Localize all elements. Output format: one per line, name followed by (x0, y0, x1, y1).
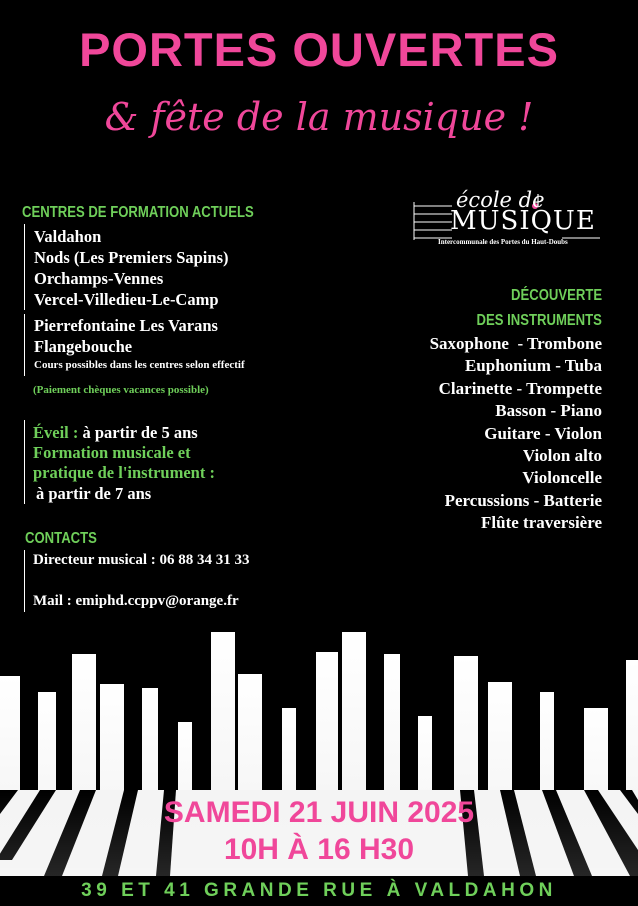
logo-wordmark: MUSIQUE (450, 206, 596, 236)
instrument-item: Percussions - Batterie (444, 490, 602, 510)
centre-item: Vercel-Villedieu-Le-Camp (34, 290, 219, 309)
instruments-heading: DÉCOUVERTE (510, 287, 602, 304)
instrument-item: Basson - Piano (495, 401, 602, 421)
formation-label: Formation musicale et (33, 443, 191, 462)
instrument-item: Flûte traversière (481, 513, 602, 533)
payment-note: (Paiement chèques vacances possible) (33, 384, 209, 396)
centres-divider-2 (24, 314, 25, 376)
logo-tagline: Intercommunale des Portes du Haut-Doubs (438, 238, 568, 246)
eveil-value: à partir de 5 ans (82, 423, 198, 442)
address-footer (0, 876, 638, 906)
centres-note: Cours possibles dans les centres selon effectif (34, 359, 245, 371)
instrument-item: Clarinette - Trompette (438, 378, 602, 398)
logo-brand: école de (456, 188, 545, 212)
event-address: 39 ET 41 GRANDE RUE À VALDAHON (81, 880, 557, 901)
event-time: 10H À 16 H30 (223, 833, 415, 866)
instruments-list (430, 333, 602, 535)
instrument-item: Violon alto (522, 446, 602, 466)
instrument-item: Euphonium - Tuba (464, 356, 602, 376)
event-date: SAMEDI 21 JUIN 2025 (163, 796, 475, 829)
contacts-heading: CONTACTS (25, 530, 97, 547)
instrument-item: Violoncelle (522, 468, 602, 488)
school-logo (412, 188, 604, 248)
centre-item: Flangebouche (34, 337, 133, 356)
eveil-label: Éveil : (33, 423, 79, 442)
centres-list-2 (34, 315, 245, 371)
formation-value: à partir de 7 ans (36, 484, 152, 503)
centre-item: Valdahon (34, 227, 102, 246)
centre-item: Orchamps-Vennes (34, 269, 164, 288)
director-phone: Directeur musical : 06 88 34 31 33 (33, 552, 250, 568)
centres-divider (24, 224, 25, 310)
formation-label-2: pratique de l'instrument : (33, 463, 215, 482)
instruments-heading-2: DES INSTRUMENTS (476, 312, 602, 329)
centres-heading: CENTRES DE FORMATION ACTUELS (22, 204, 254, 221)
centres-list (34, 226, 229, 310)
ages-block (33, 422, 215, 504)
contact-email[interactable]: Mail : emiphd.ccppv@orange.fr (33, 593, 239, 609)
ages-divider (24, 420, 25, 504)
centre-item: Nods (Les Premiers Sapins) (34, 248, 229, 267)
instrument-item: Saxophone - Trombone (429, 334, 602, 353)
page-subtitle: & fête de la musique ! (104, 95, 534, 139)
instrument-item: Guitare - Violon (484, 423, 602, 443)
centre-item: Pierrefontaine Les Varans (34, 316, 218, 335)
page-title: PORTES OUVERTES (79, 23, 559, 76)
